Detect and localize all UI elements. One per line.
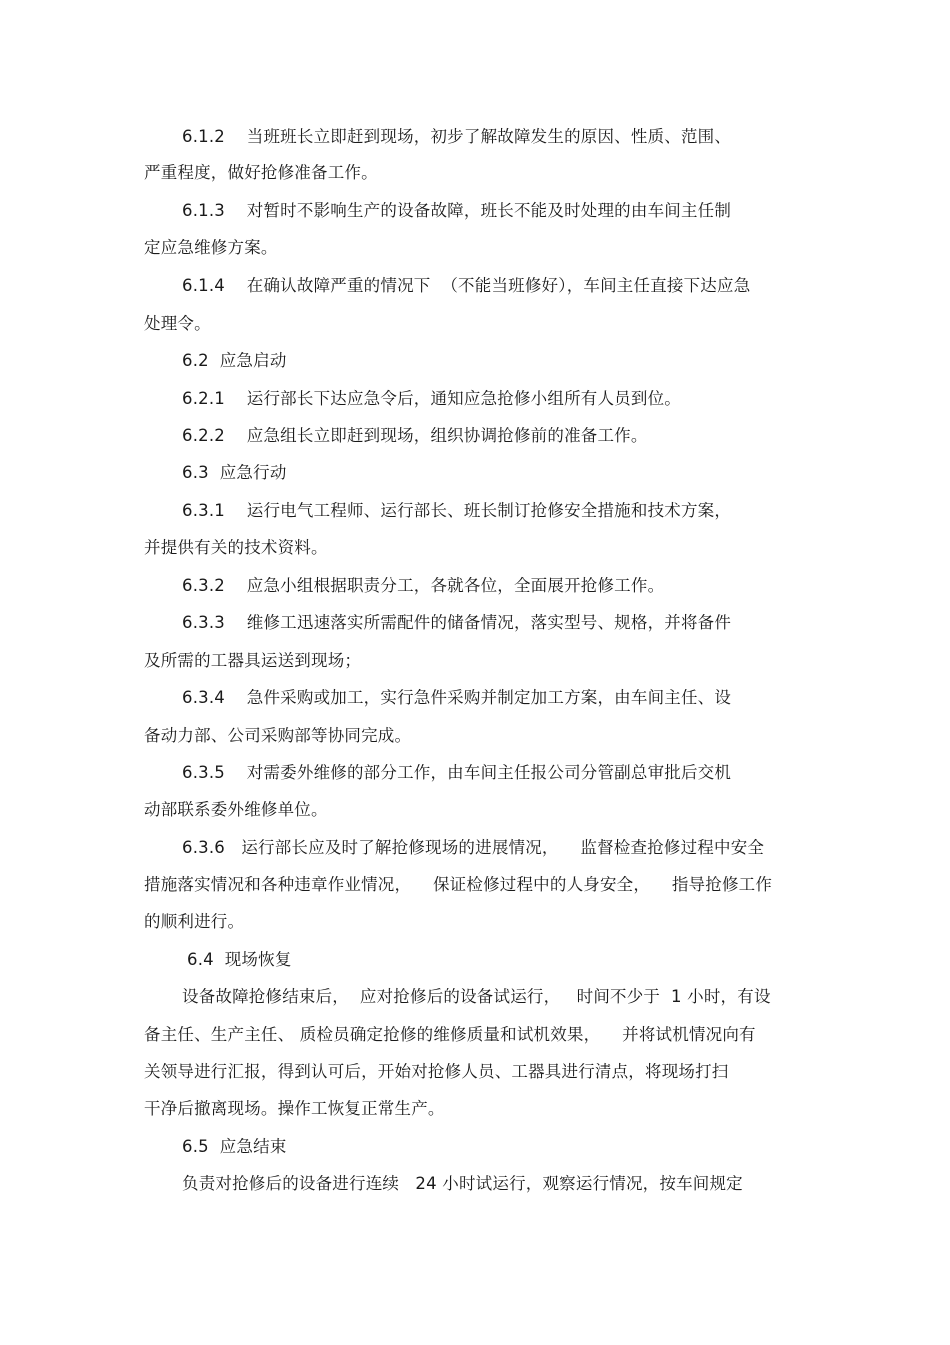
clause-6-1-2-line-2: 严重程度，做好抢修准备工作。 xyxy=(144,163,378,182)
section-6-4-para-line-4: 干净后撤离现场。操作工恢复正常生产。 xyxy=(144,1099,445,1118)
clause-6-1-3-line-2: 定应急维修方案。 xyxy=(144,238,278,257)
clause-6-1-4-line-1: 6.1.4 在确认故障严重的情况下 （不能当班修好），车间主任直接下达应急 xyxy=(182,276,751,295)
clause-6-2-2: 6.2.2 应急组长立即赶到现场，组织协调抢修前的准备工作。 xyxy=(182,426,648,445)
clause-6-3-3-line-2: 及所需的工器具运送到现场； xyxy=(144,651,362,670)
clause-6-3-5-line-2: 动部联系委外维修单位。 xyxy=(144,800,328,819)
clause-6-1-3-line-1: 6.1.3 对暂时不影响生产的设备故障，班长不能及时处理的由车间主任制 xyxy=(182,201,732,220)
clause-6-3-4-line-1: 6.3.4 急件采购或加工，实行急件采购并制定加工方案，由车间主任、设 xyxy=(182,688,732,707)
clause-6-3-6-line-2: 措施落实情况和各种违章作业情况， 保证检修过程中的人身安全， 指导抢修工作 xyxy=(144,875,773,894)
clause-6-3-1-line-1: 6.3.1 运行电气工程师、运行部长、班长制订抢修安全措施和技术方案， xyxy=(182,501,732,520)
clause-6-1-4-line-2: 处理令。 xyxy=(144,314,211,333)
clause-6-3-3-line-1: 6.3.3 维修工迅速落实所需配件的储备情况，落实型号、规格，并将备件 xyxy=(182,613,732,632)
section-6-4-para-line-1: 设备故障抢修结束后， 应对抢修后的设备试运行， 时间不少于 1 小时，有设 xyxy=(182,987,771,1006)
clause-6-3-4-line-2: 备动力部、公司采购部等协同完成。 xyxy=(144,726,412,745)
clause-6-3-6-line-3: 的顺利进行。 xyxy=(144,912,245,931)
clause-6-3-5-line-1: 6.3.5 对需委外维修的部分工作，由车间主任报公司分管副总审批后交机 xyxy=(182,763,732,782)
section-6-4-para-line-3: 关领导进行汇报，得到认可后，开始对抢修人员、工器具进行清点，将现场打扫 xyxy=(144,1062,729,1081)
clause-6-3-2: 6.3.2 应急小组根据职责分工，各就各位，全面展开抢修工作。 xyxy=(182,576,665,595)
clause-6-1-2-line-1: 6.1.2 当班班长立即赶到现场，初步了解故障发生的原因、性质、范围、 xyxy=(182,127,732,146)
clause-6-3-6-line-1: 6.3.6 运行部长应及时了解抢修现场的进展情况， 监督检查抢修过程中安全 xyxy=(182,838,765,857)
section-6-2-heading: 6.2 应急启动 xyxy=(182,351,287,370)
clause-6-3-1-line-2: 并提供有关的技术资料。 xyxy=(144,538,328,557)
clause-6-2-1: 6.2.1 运行部长下达应急令后，通知应急抢修小组所有人员到位。 xyxy=(182,389,681,408)
section-6-5-para-line-1: 负责对抢修后的设备进行连续 24 小时试运行，观察运行情况，按车间规定 xyxy=(182,1174,743,1193)
section-6-5-heading: 6.5 应急结束 xyxy=(182,1137,287,1156)
section-6-3-heading: 6.3 应急行动 xyxy=(182,463,287,482)
section-6-4-para-line-2: 备主任、生产主任、 质检员确定抢修的维修质量和试机效果， 并将试机情况向有 xyxy=(144,1025,756,1044)
section-6-4-heading: 6.4 现场恢复 xyxy=(187,950,292,969)
